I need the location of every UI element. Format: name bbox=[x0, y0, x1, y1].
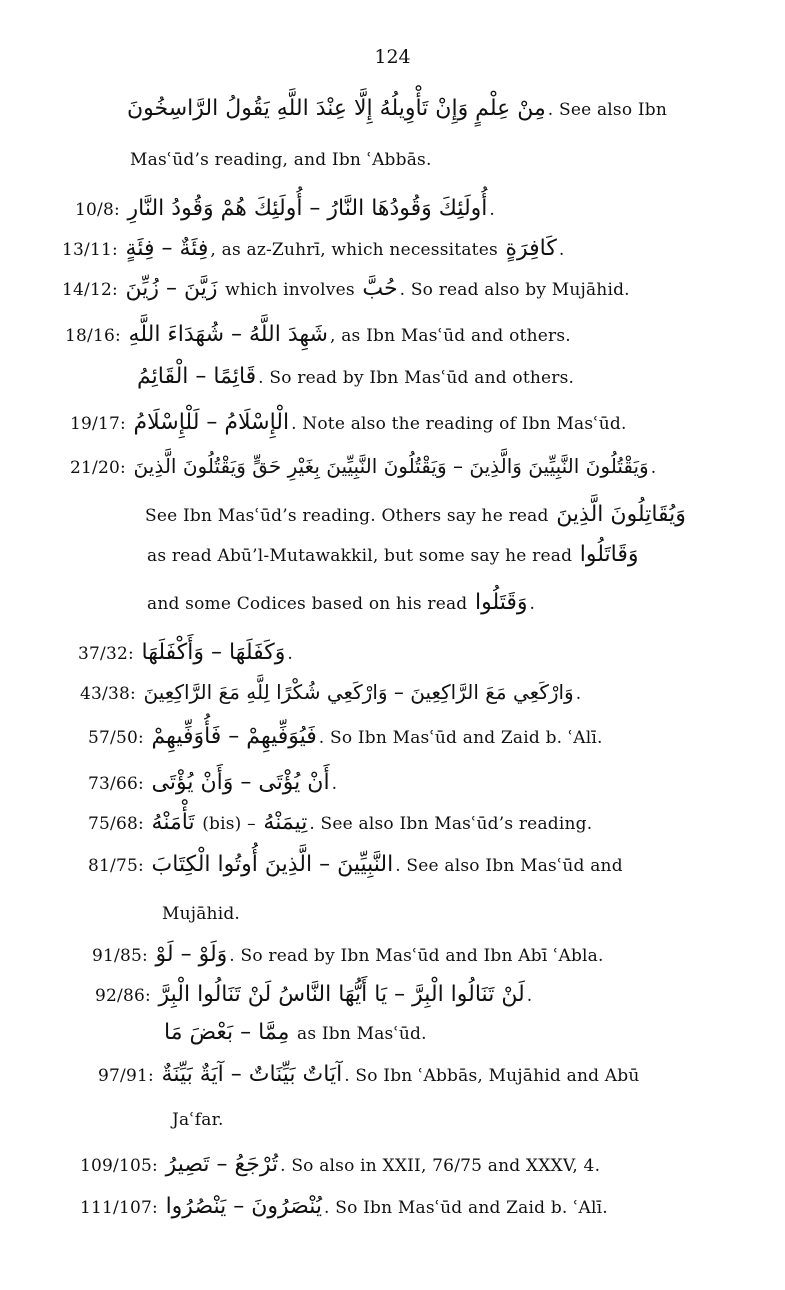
verse-entry bbox=[80, 1152, 600, 1177]
arabic-reading: وَيُقَاتِلُونَ الَّذِينَ bbox=[556, 502, 686, 527]
line-text: . See also Ibn Masʿūd’s reading. bbox=[309, 814, 593, 834]
arabic-reading: مِنْ عِلْمٍ وَإِنْ تَأْوِيلُهُ إِلَّا عِنْدَ اللَّهِ يَقُولُ الرَّاسِخُونَ bbox=[127, 96, 546, 121]
text-line bbox=[162, 904, 240, 924]
arabic-reading: مِمَّا – بَعْضَ مَا bbox=[164, 1020, 290, 1045]
arabic-reading: تِيمَنْهُ bbox=[263, 810, 308, 835]
arabic-reading: وَارْكَعِي مَعَ الرَّاكِعِينَ – وَارْكَعِي شُكْرًا لِلَّهِ مَعَ الرَّاكِعِينَ bbox=[143, 680, 574, 704]
line-text: , as az-Zuhrī, which necessitates bbox=[210, 240, 498, 260]
arabic-reading: وَكَفَلَهَا – وَأَكْفَلَهَا bbox=[141, 640, 286, 665]
verse-reference: 14/12: bbox=[62, 280, 118, 300]
line-text: See Ibn Masʿūd’s reading. Others say he read bbox=[145, 506, 549, 526]
line-text: as read Abū’l-Mutawakkil, but some say he read bbox=[147, 546, 573, 566]
verse-entry bbox=[88, 770, 337, 795]
verse-entry bbox=[62, 236, 564, 261]
arabic-reading: زَيَّنَ – زُيِّنَ bbox=[125, 276, 218, 301]
verse-entry bbox=[80, 1194, 608, 1219]
arabic-reading: حُبَّ bbox=[362, 276, 398, 301]
line-text: . bbox=[575, 684, 582, 704]
text-line bbox=[172, 1110, 224, 1130]
text-line bbox=[147, 542, 641, 567]
arabic-reading: وَلَوْ – لَوْ bbox=[155, 942, 228, 967]
arabic-reading: أُولَئِكَ وَقُودُهَا النَّارُ – أُولَئِكَ هُمْ وَقُودُ النَّارِ bbox=[127, 196, 488, 221]
arabic-reading: تُرْجَعُ – تَصِيرُ bbox=[165, 1152, 279, 1177]
verse-entry bbox=[88, 724, 603, 749]
line-text: . bbox=[331, 774, 338, 794]
text-line bbox=[145, 502, 688, 527]
arabic-reading: وَقَاتَلُوا bbox=[579, 542, 639, 567]
verse-reference: 91/85: bbox=[92, 946, 148, 966]
verse-reference: 13/11: bbox=[62, 240, 118, 260]
arabic-reading: كَافِرَةٍ bbox=[505, 236, 557, 261]
verse-reference: 81/75: bbox=[88, 856, 144, 876]
verse-reference: 37/32: bbox=[78, 644, 134, 664]
verse-reference: 21/20: bbox=[70, 458, 126, 478]
verse-reference: 10/8: bbox=[75, 200, 120, 220]
line-text: , as Ibn Masʿūd and others. bbox=[330, 326, 571, 346]
text-line bbox=[162, 1020, 427, 1045]
line-text: . bbox=[529, 594, 536, 614]
verse-reference: 43/38: bbox=[80, 684, 136, 704]
page-number: 124 bbox=[374, 46, 411, 68]
arabic-reading: يُنْصَرُونَ – يَنْصُرُوا bbox=[165, 1194, 323, 1219]
verse-reference: 109/105: bbox=[80, 1156, 158, 1176]
verse-entry bbox=[65, 322, 571, 347]
line-text: . bbox=[287, 644, 293, 664]
line-text: which involves bbox=[225, 280, 355, 300]
arabic-reading: تَأْمَنْهُ bbox=[151, 810, 195, 835]
text-line bbox=[125, 96, 667, 121]
verse-reference: 73/66: bbox=[88, 774, 144, 794]
line-text: . bbox=[558, 240, 565, 260]
verse-reference: 18/16: bbox=[65, 326, 121, 346]
line-text: (bis) – bbox=[202, 814, 256, 834]
line-text: . So Ibn Masʿūd and Zaid b. ʿAlī. bbox=[324, 1198, 608, 1218]
arabic-reading: وَيَقْتُلُونَ النَّبِيِّينَ وَالَّذِينَ – وَيَقْتُلُونَ النَّبِيِّينَ بِغَيْرِ حَقٍّ وَيَقْتُلُونَ الَّذِينَ bbox=[133, 454, 649, 478]
arabic-reading: وَقَتَلُوا bbox=[475, 590, 528, 615]
verse-reference: 92/86: bbox=[95, 986, 151, 1006]
verse-entry bbox=[70, 454, 656, 478]
line-text: . bbox=[489, 200, 496, 220]
line-text: . See also Ibn bbox=[547, 100, 668, 120]
verse-reference: 75/68: bbox=[88, 814, 144, 834]
line-text: . bbox=[526, 986, 533, 1006]
arabic-reading: آيَاتٌ بَيِّنَاتٌ – آيَةٌ بَيِّنَةٌ bbox=[161, 1062, 343, 1087]
verse-entry bbox=[78, 640, 293, 665]
line-text: . See also Ibn Masʿūd and bbox=[395, 856, 623, 876]
text-line bbox=[130, 150, 432, 170]
line-text: . So Ibn Masʿūd and Zaid b. ʿAlī. bbox=[318, 728, 603, 748]
line-text: Jaʿfar. bbox=[172, 1110, 224, 1130]
verse-entry bbox=[80, 680, 581, 704]
line-text: . So Ibn ʿAbbās, Mujāhid and Abū bbox=[344, 1066, 640, 1086]
line-text: . So read also by Mujāhid. bbox=[399, 280, 630, 300]
verse-entry bbox=[62, 276, 630, 301]
line-text: . So also in XXII, 76/75 and XXXV, 4. bbox=[280, 1156, 601, 1176]
verse-reference: 97/91: bbox=[98, 1066, 154, 1086]
line-text: as Ibn Masʿūd. bbox=[296, 1024, 427, 1044]
verse-entry bbox=[75, 196, 495, 221]
arabic-reading: أَنْ يُؤْتَى – وَأَنْ يُؤْتَى bbox=[151, 770, 330, 795]
verse-entry bbox=[88, 852, 623, 877]
line-text: Masʿūd’s reading, and Ibn ʿAbbās. bbox=[130, 150, 432, 170]
verse-reference: 19/17: bbox=[70, 414, 126, 434]
line-text: . bbox=[650, 458, 657, 478]
verse-entry bbox=[70, 410, 627, 435]
line-text: and some Codices based on his read bbox=[147, 594, 468, 614]
arabic-reading: الْإِسْلَامُ – لَلْإِسْلَامُ bbox=[133, 410, 290, 435]
text-line bbox=[147, 590, 535, 615]
verse-entry bbox=[92, 942, 604, 967]
verse-entry bbox=[88, 810, 592, 835]
arabic-reading: فِئَةٌ – فِئَةٍ bbox=[125, 236, 209, 261]
line-text: Mujāhid. bbox=[162, 904, 241, 924]
arabic-reading: شَهِدَ اللَّهُ – شُهَدَاءَ اللَّهِ bbox=[128, 322, 328, 347]
verse-entry bbox=[98, 1062, 640, 1087]
arabic-reading: لَنْ تَنَالُوا الْبِرَّ – يَا أَيُّهَا النَّاسُ لَنْ تَنَالُوا الْبِرَّ bbox=[158, 982, 525, 1007]
arabic-reading: قَائِمًا – الْقَائِمُ bbox=[137, 364, 257, 389]
line-text: . Note also the reading of Ibn Masʿūd. bbox=[291, 414, 627, 434]
line-text: . So read by Ibn Masʿūd and others. bbox=[258, 368, 575, 388]
line-text: . So read by Ibn Masʿūd and Ibn Abī ʿAbla. bbox=[229, 946, 604, 966]
verse-reference: 111/107: bbox=[80, 1198, 158, 1218]
arabic-reading: فَيُوَفِّيهِمْ – فَأُوَفِّيهِمْ bbox=[151, 724, 317, 749]
arabic-reading: النَّبِيِّينَ – الَّذِينَ أُوتُوا الْكِتَابَ bbox=[151, 852, 394, 877]
text-line bbox=[135, 364, 574, 389]
verse-entry bbox=[95, 982, 532, 1007]
verse-reference: 57/50: bbox=[88, 728, 144, 748]
